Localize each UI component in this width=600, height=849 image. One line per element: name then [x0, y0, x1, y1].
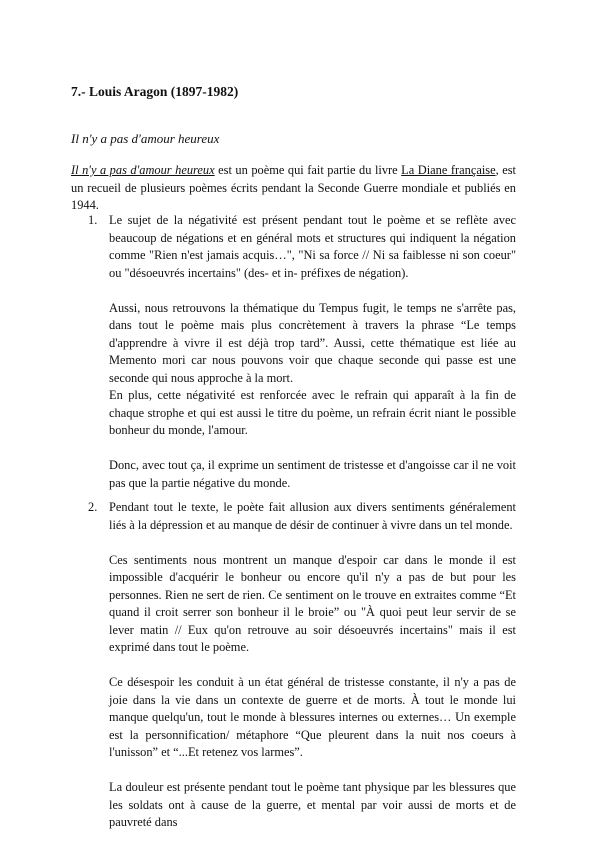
list-item-1: [88, 212, 516, 510]
paragraph: Ces sentiments nous montrent un manque d'espoir car dans le monde il est impossible d'acquérir le bonheur ou encore qu'il n'y a pas de but pour les personnes. Rien ne sert de rien. Ce sentiment on le trouve en extraites comme “Et quand il croit serrer son bonheur il le broie” ou "À quoi peut leur servir de se lever matin // Eux qu'on retrouve au soir désoeuvrés incertains" mais il est exprimé dans tout le poème.: [109, 552, 516, 654]
paragraph: En plus, cette négativité est renforcée avec le refrain qui apparaît à la fin de chaque strophe et qui est aussi le titre du poème, un refrain écrit niant le possible bonheur du monde, l'amour.: [109, 388, 516, 437]
list-item-2: [88, 499, 516, 849]
poem-title-reference: Il n'y a pas d'amour heureux: [71, 163, 215, 177]
intro-text-2: , est un recueil de plusieurs poèmes écrits pendant la Seconde Guerre mondiale et publiés en 1944.: [71, 163, 516, 212]
paragraph: Aussi, nous retrouvons la thématique du Tempus fugit, le temps ne s'arrête pas, dans tout le poème mais plus concrètement à travers la phrase “Le temps d'apprendre à vivre il est déjà trop tard”. Aussi, cette thématique est liée au Memento mori car nous pouvons voir que chaque seconde qui passe est une seconde qui nous approche à la mort.: [109, 300, 516, 385]
paragraph: Donc, avec tout ça, il exprime un sentiment de tristesse et d'angoisse car il ne voit pas que la partie négative du monde.: [109, 458, 516, 490]
list-number: 2.: [88, 500, 98, 514]
intro-text-1: est un poème qui fait partie du livre: [214, 163, 402, 177]
paragraph: Pendant tout le texte, le poète fait allusion aux divers sentiments généralement liés à la dépression et au manque de désir de continuer à vivre dans un tel monde.: [109, 500, 516, 532]
book-title-reference: La Diane française: [401, 163, 496, 177]
paragraph: La douleur est présente pendant tout le poème tant physique par les blessures que les soldats ont à cause de la guerre, et mental par voir aussi de morts et de pauvreté dans: [109, 780, 516, 829]
paragraph: Le sujet de la négativité est présent pendant tout le poème et se reflète avec beaucoup de négations et en général mots et structures qui indiquent la négation comme "Rien n'est jamais acquis…", "Ni sa force // Ni sa faiblesse ni son coeur" ou "désoeuvrés incertains" (des- et in- préfixes de négation).: [109, 213, 516, 280]
intro-paragraph: [71, 162, 516, 215]
section-heading: 7.- Louis Aragon (1897-1982): [71, 84, 239, 99]
list-number: 1.: [88, 213, 98, 227]
paragraph: Ce désespoir les conduit à un état général de tristesse constante, il n'y a pas de joie dans la vie dans un contexte de guerre et de morts. À tout le monde lui manque quelqu'un, tout le monde à blessures internes ou externes… Un exemple est la personnification/ métaphore “Que pleurent dans la nuit nos coeurs à l'unisson” et “...Et retenez vos larmes”.: [109, 675, 516, 759]
poem-subtitle: Il n'y a pas d'amour heureux: [71, 131, 220, 146]
